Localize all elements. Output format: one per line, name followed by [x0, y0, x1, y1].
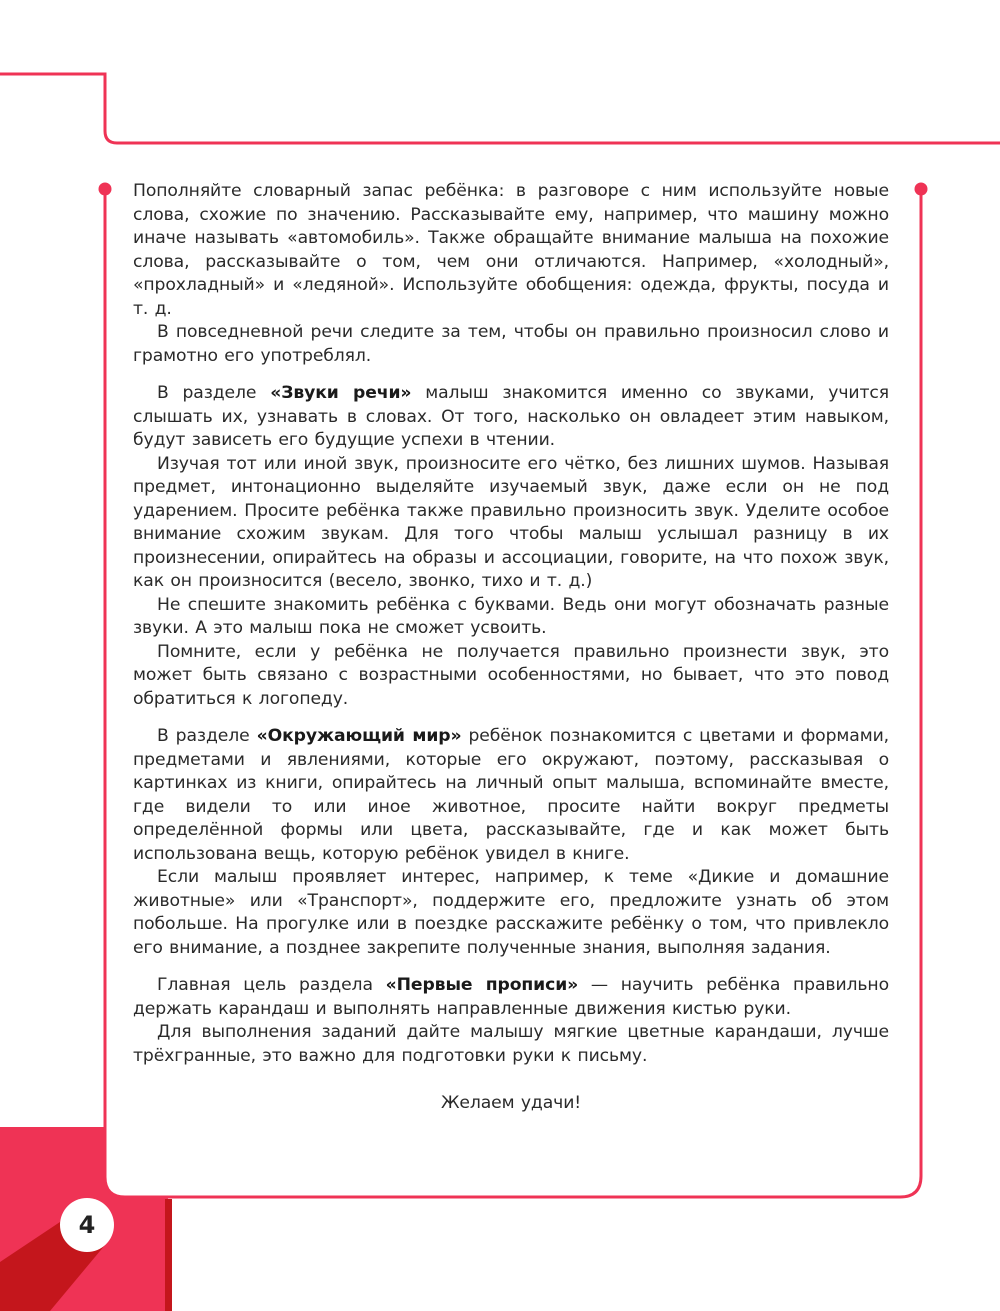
paragraph-pencils: Для выполнения заданий дайте малышу мягкие цветные карандаши, лучше трёхгранные, это важно для подготовки руки к письму. [133, 1022, 889, 1066]
paragraph-sound-study: Изучая тот или иной звук, произносите его чётко, без лишних шумов. Называя предмет, интонационно выделяйте изучаемый звук, даже если он не под ударением. Просите ребёнка также правильно произносить звук. Уделите особое внимание схожим звукам. Для того чтобы малыш услышал разницу в их произнесении, опирайтесь на образы и ассоциации, говорите, на что похож звук, как он произносится (весело, звонко, тихо и т. д.) [133, 453, 889, 591]
corner-stripe [165, 1199, 172, 1311]
paragraph-letters: Не спешите знакомить ребёнка с буквами. Ведь они могут обозначать разные звуки. А это малыш пока не сможет усвоить. [133, 594, 889, 638]
section-title-world: «Окружающий мир» [256, 726, 462, 746]
paragraph-everyday-speech: В повседневной речи следите за тем, чтобы он правильно произносил слово и грамотно его употреблял. [133, 322, 889, 366]
section-title-speech-sounds: «Звуки речи» [270, 383, 412, 403]
paragraph-interests: Если малыш проявляет интерес, например, к теме «Дикие и домашние животные» или «Транспорт», поддержите его, предложите узнать об этом побольше. На прогулке или в поездке расскажите ребёнку о том, что привлекло его внимание, а позднее закрепите полученные знания, выполняя задания. [133, 867, 889, 958]
page-number: 4 [78, 1211, 96, 1239]
paragraph-writing-section: Главная цель раздела «Первые прописи» — научить ребёнка правильно держать карандаш и выполнять направленные движения кистью руки. [133, 975, 889, 1019]
top-frame-line [0, 74, 1000, 143]
paragraph-vocabulary: Пополняйте словарный запас ребёнка: в разговоре с ним используйте новые слова, схожие по значению. Рассказывайте ему, например, что машину можно иначе называть «автомобиль». Также обращайте внимание малыша на похожие слова, рассказывайте о том, чем они отличаются. Например, «холодный», «прохладный» и «ледяной». Используйте обобщения: одежда, фрукты, посуда и т. д. [133, 181, 889, 319]
paragraph-world-section: В разделе «Окружающий мир» ребёнок познакомится с цветами и формами, предметами и явлениями, которые его окружают, поэтому, рассказывая о картинках из книги, опирайтесь на личный опыт малыша, вспоминайте вместе, где видели то или иное животное, просите найти вокруг предметы определённой формы или цвета, рассказывайте, где и как может быть использована вещь, которую ребёнок увидел в книге. [133, 726, 890, 864]
parent-guidance-text [133, 180, 889, 1116]
page-number-badge [60, 1198, 114, 1252]
section-title-writing: «Первые прописи» [385, 975, 579, 995]
left-pin-dot [99, 183, 112, 196]
content-frame-fill [105, 1127, 168, 1197]
paragraph-speech-therapist: Помните, если у ребёнка не получается правильно произнести звук, это может быть связано с возрастными особенностями, но бывает, что это повод обратиться к логопеду. [133, 641, 889, 709]
paragraph-speech-sounds-section: В разделе «Звуки речи» малыш знакомится именно со звуками, учится слышать их, узнавать в словах. От того, насколько он овладеет этим навыком, будут зависеть его будущие успехи в чтении. [133, 383, 889, 450]
right-pin-dot [915, 183, 928, 196]
closing-wish: Желаем удачи! [440, 1093, 582, 1113]
